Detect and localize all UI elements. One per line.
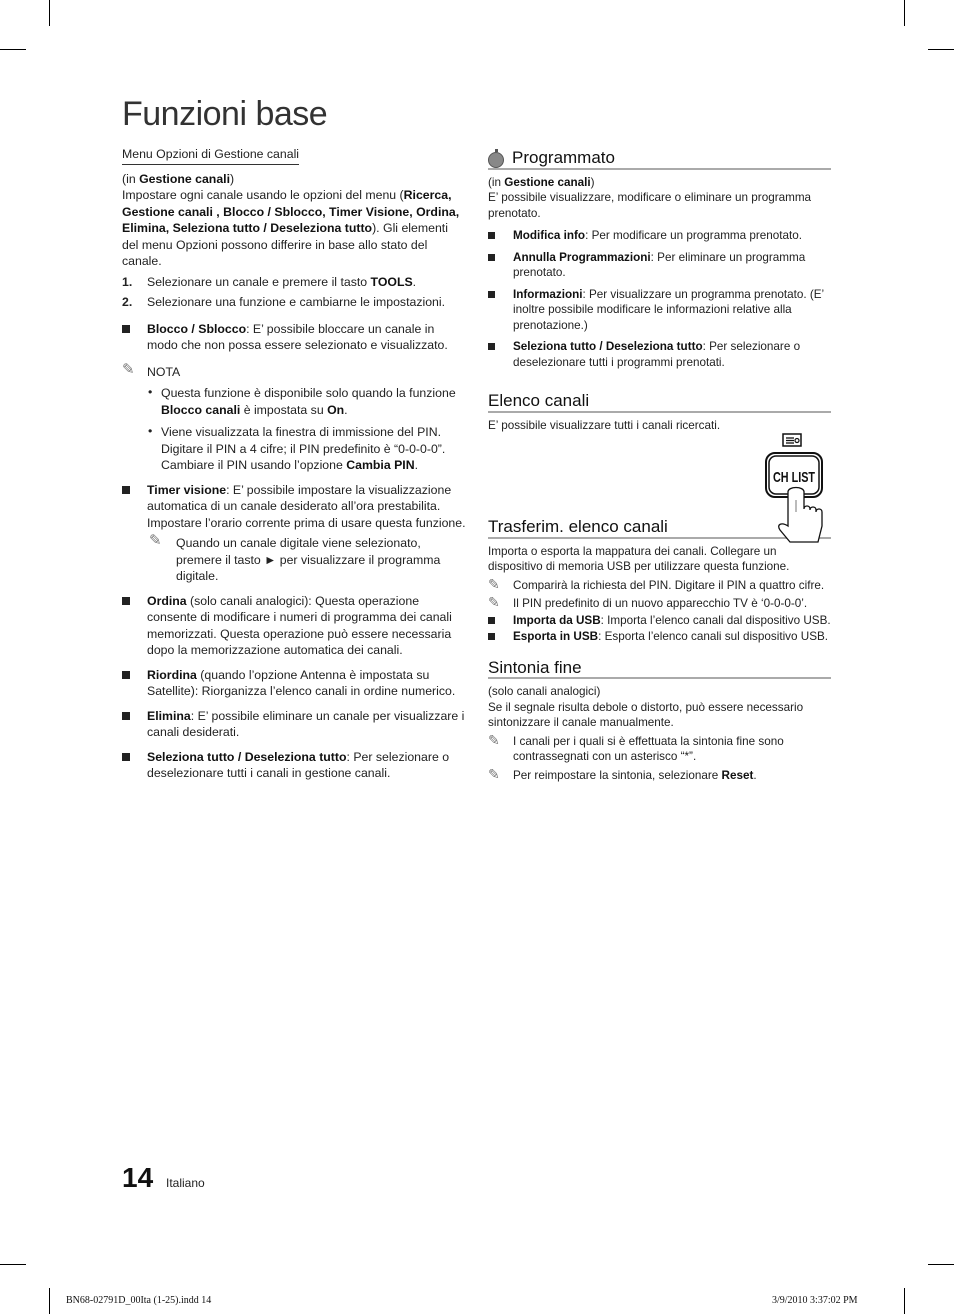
list-item: Informazioni: Per visualizzare un programma prenotato. (E’ inoltre possibile modificare le informazioni relative alla prenotazione.) <box>488 287 831 334</box>
option-riordina: Riordina (quando l’opzione Antenna è impostata su Satellite): Riorganizza l’elenco canali in ordine numerico. <box>122 667 467 700</box>
step-1: 1. Selezionare un canale e premere il tasto TOOLS. <box>122 274 417 289</box>
list-item: Seleziona tutto / Deseleziona tutto: Per selezionare o deselezionare tutti i programmi prenotati. <box>488 339 831 370</box>
option-elimina: Elimina: E’ possibile eliminare un canale per visualizzare i canali desiderati. <box>122 708 467 741</box>
menu-options-heading: Menu Opzioni di Gestione canali <box>122 146 299 165</box>
elenco-canali-text: E’ possibile visualizzare tutti i canali ricercati. <box>488 418 721 432</box>
crop-mark <box>904 0 905 26</box>
list-item: Esporta in USB: Esporta l’elenco canali sul dispositivo USB. <box>488 629 831 645</box>
square-bullet-icon <box>122 325 130 333</box>
note-line: ✎ Per reimpostare la sintonia, selezionare Reset. <box>488 765 757 782</box>
context-line: (in Gestione canali) <box>488 175 595 189</box>
step-2: 2. Selezionare una funzione e cambiarne le impostazioni. <box>122 295 446 309</box>
option-blocco: Blocco / Sblocco: E’ possibile bloccare un canale in modo che non possa essere selezionato e visualizzato. <box>122 321 467 354</box>
pencil-note-icon: ✎ <box>488 765 500 782</box>
left-column <box>122 146 467 782</box>
section-programmato-title: Programmato <box>488 150 831 170</box>
square-bullet-icon <box>122 486 130 494</box>
section-sintonia-fine-title: Sintonia fine <box>488 660 831 680</box>
crop-mark <box>0 49 26 50</box>
square-bullet-icon <box>488 232 495 239</box>
square-bullet-icon <box>488 343 495 350</box>
crop-mark <box>928 49 954 50</box>
page-title: Funzioni base <box>122 95 328 133</box>
list-item: Importa da USB: Importa l’elenco canali dal dispositivo USB. <box>488 613 831 629</box>
nota-bullet: • Viene visualizzata la finestra di immissione del PIN. Digitare il PIN a 4 cifre; il PIN predefinito è “0-0-0-0”. Cambiare il PIN usando l’opzione Cambia PIN. <box>148 424 446 472</box>
timer-note: ✎ Quando un canale digitale viene selezionato, premere il tasto ► per visualizzare il programma digitale. <box>149 532 441 583</box>
option-seleziona-tutto: Seleziona tutto / Deseleziona tutto: Per selezionare o deselezionare tutti i canali in gestione canali. <box>122 749 467 782</box>
note-line: ✎ Il PIN predefinito di un nuovo apparecchio TV è ‘0-0-0-0’. <box>488 594 808 610</box>
crop-mark <box>0 1264 26 1265</box>
timer-icon <box>488 152 504 168</box>
crop-mark <box>928 1264 954 1265</box>
intro-paragraph: Impostare ogni canale usando le opzioni del menu (Ricerca, Gestione canali , Blocco / Sblocco, Timer Visione, Ordina, Elimina, Seleziona tutto / Deseleziona tutto). Gli elementi del menu Opzioni possono differire in base allo stato del canale. <box>122 188 460 268</box>
crop-mark <box>904 1288 905 1314</box>
square-bullet-icon <box>488 254 495 261</box>
nota: ✎ NOTA <box>122 360 181 379</box>
square-bullet-icon <box>122 712 130 720</box>
ch-list-button-label: CH LIST <box>773 469 815 486</box>
ch-list-remote-icon <box>758 430 836 548</box>
page-number: 14 <box>122 1162 154 1193</box>
crop-mark <box>49 0 50 26</box>
pencil-note-icon: ✎ <box>122 360 135 378</box>
pencil-note-icon: ✎ <box>488 731 500 748</box>
square-bullet-icon <box>122 671 130 679</box>
square-bullet-icon <box>122 597 130 605</box>
square-bullet-icon <box>488 617 495 624</box>
pencil-note-icon: ✎ <box>488 594 500 610</box>
pencil-note-icon: ✎ <box>488 575 500 592</box>
programmato-intro: E’ possibile visualizzare, modificare o eliminare un programma prenotato. <box>488 191 812 220</box>
section-elenco-canali-title: Elenco canali <box>488 393 831 413</box>
crop-mark <box>49 1288 50 1314</box>
tools-menu-icon <box>783 434 801 446</box>
section-trasferim-title: Trasferim. elenco canali <box>488 519 831 539</box>
sintonia-context: (solo canali analogici) <box>488 685 601 698</box>
pencil-note-icon: ✎ <box>149 532 162 549</box>
list-item: Annulla Programmazioni: Per eliminare un programma prenotato. <box>488 250 831 281</box>
print-file-info: BN68-02791D_00Ita (1-25).indd 14 <box>66 1295 212 1306</box>
nota-bullet: • Questa funzione è disponibile solo quando la funzione Blocco canali è impostata su On. <box>148 385 456 417</box>
print-date-info: 3/9/2010 3:37:02 PM <box>772 1295 858 1306</box>
list-item: Modifica info: Per modificare un programma prenotato. <box>488 228 831 244</box>
trasferim-text: Importa o esporta la mappatura dei canali. Collegare un dispositivo di memoria USB per utilizzare questa funzione. <box>488 544 790 573</box>
square-bullet-icon <box>488 633 495 640</box>
square-bullet-icon <box>122 753 130 761</box>
square-bullet-icon <box>488 291 495 298</box>
context-line: (in Gestione canali) <box>122 171 235 186</box>
sintonia-text: Se il segnale risulta debole o distorto, può essere necessario sintonizzare il canale manualmente. <box>488 700 804 729</box>
note-line: ✎ I canali per i quali si è effettuata la sintonia fine sono contrassegnati con un asterisco “*”. <box>488 731 784 763</box>
footer-language: Italiano <box>166 1176 205 1190</box>
bullet-icon: • <box>148 424 153 438</box>
option-ordina: Ordina (solo canali analogici): Questa operazione consente di modificare i numeri di programma dei canali memorizzati. Questa operazione può essere necessaria dopo la memorizzazione automatica dei canali. <box>122 593 467 659</box>
note-line: ✎ Comparirà la richiesta del PIN. Digitare il PIN a quattro cifre. <box>488 575 825 592</box>
bullet-icon: • <box>148 385 153 399</box>
option-timer-visione: Timer visione: E’ possibile impostare la visualizzazione automatica di un canale desiderato all’ora prestabilita. Impostare l’orario corrente prima di usare questa funzione. ✎ Quando un canale digitale viene selezionato, premere il tasto ► per visualizzare il programma digitale. <box>122 482 467 585</box>
